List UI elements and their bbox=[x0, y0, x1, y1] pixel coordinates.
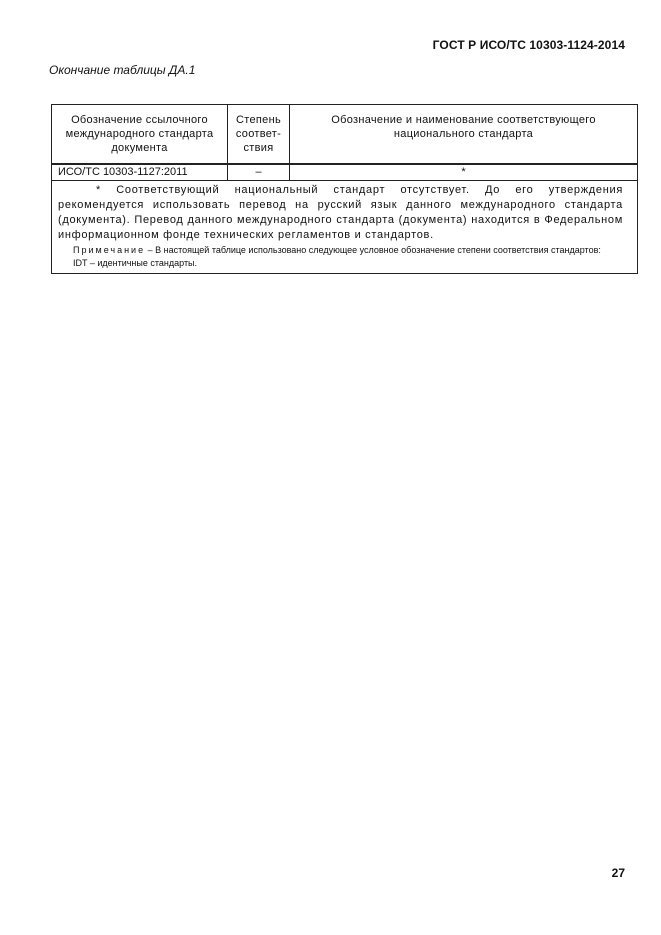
table-caption: Окончание таблицы ДА.1 bbox=[49, 63, 196, 77]
cell-national: * bbox=[290, 164, 638, 181]
column-header-national: Обозначение и наименование соответствующего национального стандарта bbox=[290, 105, 638, 165]
cell-degree: – bbox=[228, 164, 290, 181]
remark-paragraph bbox=[58, 245, 623, 256]
table-notes-cell bbox=[52, 181, 638, 274]
cell-reference: ИСО/ТС 10303-1127:2011 bbox=[52, 164, 228, 181]
remark-idt-line: IDT – идентичные стандарты. bbox=[73, 258, 198, 268]
reference-table bbox=[51, 104, 638, 274]
column-header-degree: Степень соответ-ствия bbox=[228, 105, 290, 165]
remark-text: – В настоящей таблице использовано следующее условное обозначение степени соответствия стандартов: bbox=[145, 245, 601, 255]
table-row bbox=[52, 164, 638, 181]
table-header-row bbox=[52, 105, 638, 165]
document-standard-code: ГОСТ Р ИСО/ТС 10303-1124-2014 bbox=[432, 38, 625, 52]
page-number: 27 bbox=[611, 866, 625, 880]
column-header-reference: Обозначение ссылочного международного стандарта документа bbox=[52, 105, 228, 165]
remark-label: Примечание bbox=[73, 245, 146, 255]
footnote-text: * Соответствующий национальный стандарт отсутствует. До его утверждения рекомендуется использовать перевод на русский язык данного международного стандарта (документа). Перевод данного международного стандарта (документа) находится в Федеральном информационном фонде технических регламентов и стандартов. bbox=[58, 184, 623, 241]
table-notes-row bbox=[52, 181, 638, 274]
